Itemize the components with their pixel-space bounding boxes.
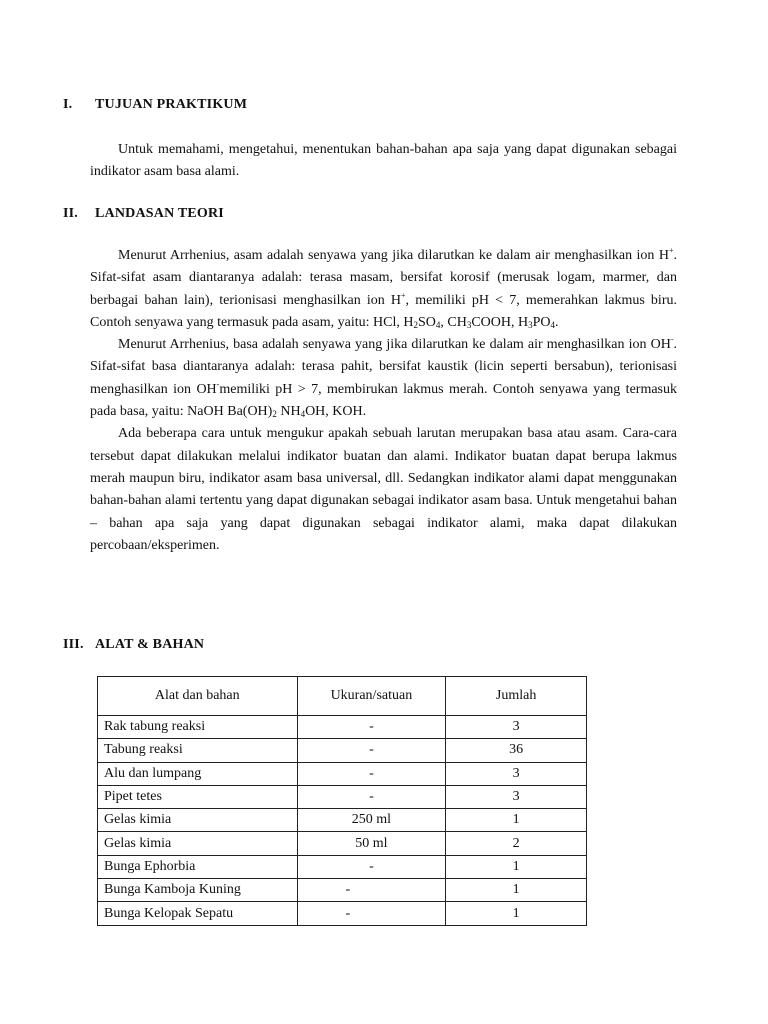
heading-landasan [63,206,224,222]
landasan-paragraph-basa: Menurut Arrhenius, basa adalah senyawa yang jika dilarutkan ke dalam air menghasilkan ion OH-. Sifat-sifat basa diantaranya adalah: terasa pahit, bersifat kaustik (licin seperti bersabun), terionisasi menghasilkan ion OH-memiliki pH > 7, membirukan lakmus merah. Contoh senyawa yang termasuk pada basa, yaitu: NaOH $Ba(OH)_2$ $NH_4OH$, KOH. [90,335,677,420]
cell-alat: Bunga Kelopak Sepatu [98,902,298,925]
table-row [98,855,587,878]
cell-jumlah: 1 [446,902,587,925]
cell-jumlah: 1 [446,855,587,878]
heading-number: III. [63,637,84,652]
cell-jumlah: 1 [446,879,587,902]
cell-ukuran: - [297,762,446,785]
table-row [98,879,587,902]
table-row [98,785,587,808]
cell-alat: Alu dan lumpang [98,762,298,785]
cell-ukuran: 250 ml [297,809,446,832]
tujuan-paragraph [90,139,677,184]
header-jumlah: Jumlah [446,677,587,716]
table-row [98,902,587,925]
table-header-row [98,677,587,716]
cell-jumlah: 1 [446,809,587,832]
header-alat: Alat dan bahan [98,677,298,716]
cell-jumlah: 36 [446,739,587,762]
cell-jumlah: 3 [446,762,587,785]
table-row [98,739,587,762]
landasan-body [90,245,677,557]
landasan-paragraph-asam: Menurut Arrhenius, asam adalah senyawa yang jika dilarutkan ke dalam air menghasilkan ion H+. Sifat-sifat asam diantaranya adalah: terasa masam, bersifat korosif (merusak logam, marmer, dan berbagai bahan lain), terionisasi menghasilkan ion H+, memiliki pH < 7, memerahkan lakmus biru. Contoh senyawa yang termasuk pada asam, yaitu: HCl, $H_2SO_4$, $CH_3COOH$, $H_3PO_4$. [90,246,677,330]
table-row [98,762,587,785]
cell-ukuran: - [297,716,446,739]
cell-ukuran: - [297,855,446,878]
heading-tujuan [63,97,247,113]
cell-ukuran: - [297,739,446,762]
cell-jumlah: 3 [446,785,587,808]
tujuan-text: Untuk memahami, mengetahui, menentukan bahan-bahan apa saja yang dapat digunakan sebagai indikator asam basa alami. [90,142,677,180]
cell-ukuran: 50 ml [297,832,446,855]
table-row [98,832,587,855]
cell-jumlah: 3 [446,716,587,739]
table-row [98,716,587,739]
heading-number: II. [63,206,78,221]
heading-title: LANDASAN TEORI [95,206,224,221]
cell-jumlah: 2 [446,832,587,855]
header-ukuran: Ukuran/satuan [297,677,446,716]
cell-alat: Gelas kimia [98,832,298,855]
cell-alat: Bunga Kamboja Kuning [98,879,298,902]
cell-alat: Tabung reaksi [98,739,298,762]
cell-alat: Gelas kimia [98,809,298,832]
cell-ukuran: - [297,785,446,808]
cell-alat: Rak tabung reaksi [98,716,298,739]
cell-alat: Pipet tetes [98,785,298,808]
heading-number: I. [63,97,73,112]
landasan-paragraph-indikator: Ada beberapa cara untuk mengukur apakah sebuah larutan merupakan basa atau asam. Cara-cara tersebut dapat dilakukan melalui indikator buatan dan alami. Indikator buatan dapat berupa lakmus merah maupun biru, indikator asam basa universal, dll. Sedangkan indikator alami dapat menggunakan bahan-bahan alami tertentu yang dapat digunakan sebagai indikator asam basa. Untuk mengetahui bahan – bahan apa saja yang dapat digunakan sebagai indikator alami, maka dapat dilakukan percobaan/eksperimen. [90,426,677,553]
cell-alat: Bunga Ephorbia [98,855,298,878]
cell-ukuran: - [297,879,446,902]
heading-title: ALAT & BAHAN [95,637,205,652]
table-row [98,809,587,832]
heading-alat [63,637,204,653]
alat-bahan-table [97,676,587,926]
cell-ukuran: - [297,902,446,925]
heading-title: TUJUAN PRAKTIKUM [95,97,248,112]
